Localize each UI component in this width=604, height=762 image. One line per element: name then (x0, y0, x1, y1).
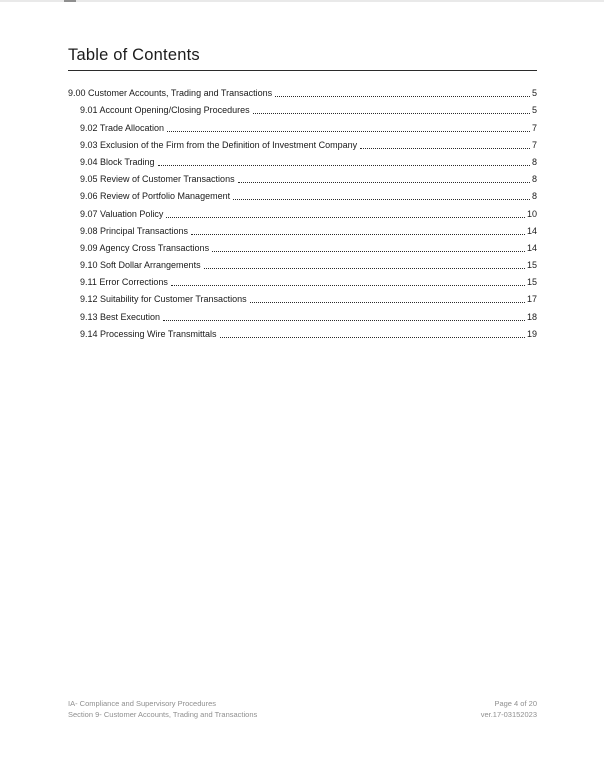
toc-entry[interactable] (68, 137, 537, 154)
toc-entry[interactable] (68, 119, 537, 136)
toc-page-number: 7 (531, 122, 537, 133)
toc-entry[interactable] (68, 326, 537, 343)
toc-entry[interactable] (68, 85, 537, 102)
toc-page-number: 8 (531, 174, 537, 185)
toc-entry-label: 9.00 Customer Accounts, Trading and Transactions (68, 88, 273, 99)
toc-entry-label: 9.14 Processing Wire Transmittals (80, 328, 217, 339)
toc-page-number: 19 (526, 328, 537, 339)
toc-entry[interactable] (68, 154, 537, 171)
toc-leader-dots (167, 131, 530, 132)
toc-list (68, 85, 537, 343)
footer-version: ver.17-03152023 (480, 710, 537, 719)
footer-page-number: Page 4 of 20 (494, 699, 537, 708)
toc-entry-label: 9.12 Suitability for Customer Transactions (80, 294, 247, 305)
toc-entry[interactable] (68, 102, 537, 119)
toc-page-number: 8 (531, 156, 537, 167)
toc-leader-dots (166, 217, 525, 218)
toc-page-number: 8 (531, 191, 537, 202)
toc-entry[interactable] (68, 171, 537, 188)
toc-page-number: 15 (526, 260, 537, 271)
toc-entry[interactable] (68, 205, 537, 222)
toc-leader-dots (250, 302, 525, 303)
toc-leader-dots (158, 165, 530, 166)
toc-entry-label: 9.07 Valuation Policy (80, 208, 164, 219)
toc-leader-dots (204, 268, 525, 269)
toc-leader-dots (360, 148, 530, 149)
toc-leader-dots (191, 234, 525, 235)
toc-entry-label: 9.11 Error Corrections (80, 277, 168, 288)
toc-entry[interactable] (68, 308, 537, 325)
toc-entry-label: 9.01 Account Opening/Closing Procedures (80, 105, 250, 116)
toc-page-number: 17 (526, 294, 537, 305)
toc-entry-label: 9.03 Exclusion of the Firm from the Definition of Investment Company (80, 139, 358, 150)
heading-underline (68, 70, 537, 71)
toc-leader-dots (163, 320, 525, 321)
toc-page-number: 18 (526, 311, 537, 322)
toc-page-number: 14 (526, 242, 537, 253)
toc-entry-label: 9.10 Soft Dollar Arrangements (80, 260, 201, 271)
toc-leader-dots (275, 96, 530, 97)
toc-entry-label: 9.04 Block Trading (80, 156, 155, 167)
toc-entry[interactable] (68, 223, 537, 240)
toc-page-number: 7 (531, 139, 537, 150)
page-footer (68, 698, 537, 720)
toc-page-number: 10 (526, 208, 537, 219)
footer-doc-title: IA- Compliance and Supervisory Procedures (68, 699, 216, 708)
toc-entry[interactable] (68, 291, 537, 308)
footer-left (68, 698, 257, 720)
toc-page-number: 5 (531, 105, 537, 116)
toc-entry-label: 9.09 Agency Cross Transactions (80, 242, 210, 253)
toc-leader-dots (233, 199, 530, 200)
toc-page-number: 14 (526, 225, 537, 236)
toc-heading: Table of Contents (68, 46, 200, 64)
toc-leader-dots (171, 285, 525, 286)
toc-page-number: 5 (531, 88, 537, 99)
toc-entry-label: 9.08 Principal Transactions (80, 225, 189, 236)
footer-section-title: Section 9- Customer Accounts, Trading and Transactions (68, 710, 258, 719)
toc-entry[interactable] (68, 188, 537, 205)
toc-leader-dots (238, 182, 530, 183)
toc-entry-label: 9.13 Best Execution (80, 311, 161, 322)
footer-right (481, 698, 537, 720)
toc-entry[interactable] (68, 240, 537, 257)
page-content (68, 0, 537, 343)
toc-entry[interactable] (68, 274, 537, 291)
toc-entry-label: 9.06 Review of Portfolio Management (80, 191, 231, 202)
toc-leader-dots (220, 337, 525, 338)
toc-leader-dots (253, 113, 530, 114)
toc-entry-label: 9.05 Review of Customer Transactions (80, 174, 235, 185)
toc-entry-label: 9.02 Trade Allocation (80, 122, 165, 133)
toc-page-number: 15 (526, 277, 537, 288)
toc-leader-dots (212, 251, 525, 252)
toc-entry[interactable] (68, 257, 537, 274)
